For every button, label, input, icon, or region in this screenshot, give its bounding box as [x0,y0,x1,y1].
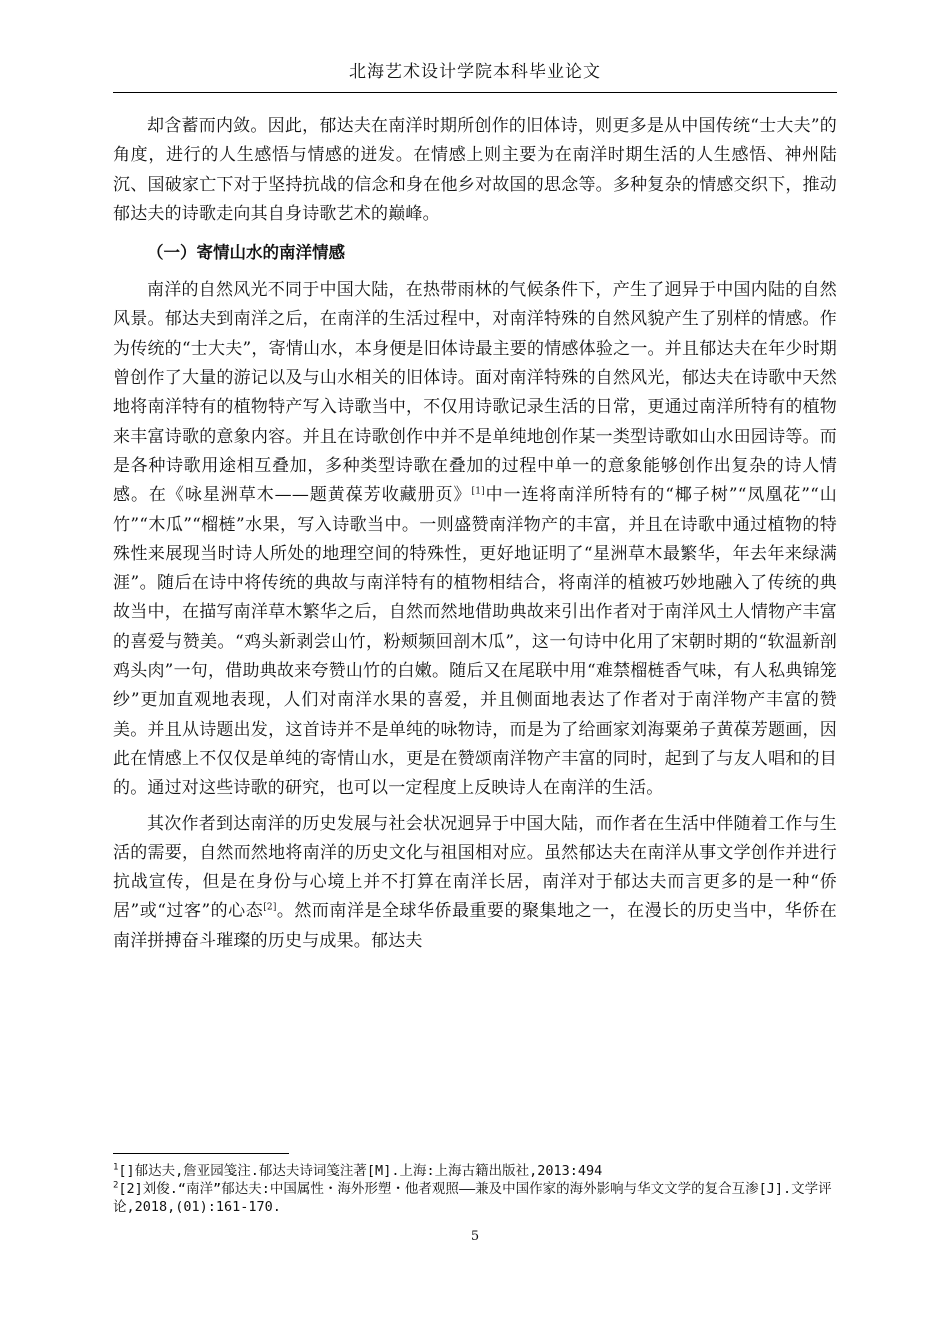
paragraph-1: 却含蓄而内敛。因此，郁达夫在南洋时期所创作的旧体诗，则更多是从中国传统“士大夫”的角度，进行的人生感悟与情感的迸发。在情感上则主要为在南洋时期生活的人生感悟、神州陆沉、国破家亡下对于坚持抗战的信念和身在他乡对故国的思念等。多种复杂的情感交织下，推动郁达夫的诗歌走向其自身诗歌艺术的巅峰。 [113,116,837,224]
main-text [113,112,837,956]
paragraph-2-text-a: 南洋的自然风光不同于中国大陆，在热带雨林的气候条件下，产生了迥异于中国内陆的自然风景。郁达夫到南洋之后，在南洋的生活过程中，对南洋特殊的自然风貌产生了别样的情感。作为传统的“士大夫”，寄情山水，本身便是旧体诗最主要的情感体验之一。并且郁达夫在年少时期曾创作了大量的游记以及与山水相关的旧体诗。面对南洋特殊的自然风光，郁达夫在诗歌中天然地将南洋特有的植物特产写入诗歌当中，不仅用诗歌记录生活的日常，更通过南洋所特有的植物来丰富诗歌的意象内容。并且在诗歌创作中并不是单纯地创作某一类型诗歌如山水田园诗等。而是各种诗歌用途相互叠加，多种类型诗歌在叠加的过程中单一的意象能够创作出复杂的诗人情感。在《咏星洲草木——题黄葆芳收藏册页》 [113,280,837,506]
page-header-title: 北海艺术设计学院本科毕业论文 [349,62,601,82]
footnote-1-text: []郁达夫,詹亚园笺注.郁达夫诗词笺注著[M].上海:上海古籍出版社,2013:494 [118,1163,603,1179]
footnote-1 [113,1162,837,1180]
footnote-1-mark: 1 [113,1162,119,1173]
footnote-2-text: [2]刘俊.“南洋”郁达夫:中国属性・海外形塑・他者观照——兼及中国作家的海外影响与华文文学的复合互渗[J].文学评论,2018,(01):161-170. [113,1181,832,1215]
paragraph-2 [113,276,837,803]
paragraph-2-text-b: 中一连将南洋所特有的“椰子树”“凤凰花”“山竹”“木瓜”“榴梿”水果，写入诗歌当中。一则盛赞南洋物产的丰富，并且在诗歌中通过植物的特殊性来展现当时诗人所处的地理空间的特殊性，更好地证明了“星洲草木最繁华，年去年来绿满涯”。随后在诗中将传统的典故与南洋特有的植物相结合，将南洋的植被巧妙地融入了传统的典故当中，在描写南洋草木繁华之后，自然而然地借助典故来引出作者对于南洋风土人情物产丰富的喜爱与赞美。“鸡头新剥尝山竹，粉颊频回剖木瓜”，这一句诗中化用了宋朝时期的“软温新剖鸡头肉”一句，借助典故来夸赞山竹的白嫩。随后又在尾联中用“难禁榴梿香气味，有人私典锦笼纱”更加直观地表现，人们对南洋水果的喜爱，并且侧面地表达了作者对于南洋物产丰富的赞美。并且从诗题出发，这首诗并不是单纯的咏物诗，而是为了给画家刘海粟弟子黄葆芳题画，因此在情感上不仅仅是单纯的寄情山水，更是在赞颂南洋物产丰富的同时，起到了与友人唱和的目的。通过对这些诗歌的研究，也可以一定程度上反映诗人在南洋的生活。 [113,485,838,799]
footnotes [113,1162,837,1216]
section-heading: （一）寄情山水的南洋情感 [147,243,345,263]
paragraph-3-text-a: 其次作者到达南洋的历史发展与社会状况迥异于中国大陆，而作者在生活中伴随着工作与生活的需要，自然而然地将南洋的历史文化与祖国相对应。虽然郁达夫在南洋从事文学创作并进行抗战宣传，但是在身份与心境上并不打算在南洋长居，南洋对于郁达夫而言更多的是一种“侨居”或“过客”的心态 [113,813,837,922]
paragraph-3 [113,810,837,956]
page-number: 5 [470,1229,480,1244]
citation-ref-2: [2] [263,902,277,913]
footnote-2 [113,1180,837,1216]
citation-ref-1: [1] [471,486,485,497]
paragraph-3-text-b: 。然而南洋是全球华侨最重要的聚集地之一，在漫长的历史当中，华侨在南洋拼搏奋斗璀璨的历史与成果。郁达夫 [113,901,838,951]
footnote-divider [113,1153,289,1154]
header-divider [113,92,837,93]
footnote-2-mark: 2 [113,1180,119,1191]
